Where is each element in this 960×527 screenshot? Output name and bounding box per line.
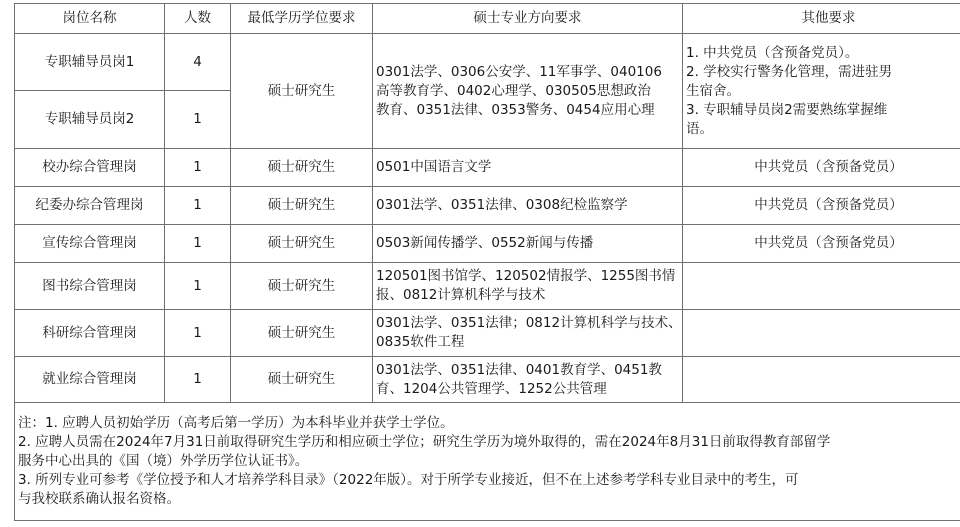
- note-line: 2. 应聘人员需在2024年7月31日前取得研究生学历和相应硕士学位；研究生学历为境外取得的，需在2024年8月31日前取得教育部留学: [18, 434, 831, 450]
- count-cell: 1: [165, 263, 231, 310]
- post-name-cell: 宣传综合管理岗: [15, 225, 165, 263]
- post-name-cell: 科研综合管理岗: [15, 310, 165, 357]
- count-cell: 1: [165, 310, 231, 357]
- post-name-cell: 纪委办综合管理岗: [15, 187, 165, 225]
- table-row: [15, 187, 960, 225]
- post-name-cell: 专职辅导员岗1: [15, 34, 165, 91]
- degree-cell: 硕士研究生: [231, 149, 373, 187]
- other-requirements-cell: 中共党员（含预备党员）: [683, 187, 960, 225]
- table-row: [15, 149, 960, 187]
- post-name-cell: 图书综合管理岗: [15, 263, 165, 310]
- header-post-name: 岗位名称: [15, 4, 165, 34]
- degree-cell: 硕士研究生: [231, 187, 373, 225]
- requirement-line: 2. 学校实行警务化管理，需进驻男: [686, 63, 893, 80]
- other-requirements-cell: [683, 310, 960, 357]
- count-cell: 1: [165, 91, 231, 149]
- count-cell: 1: [165, 357, 231, 403]
- other-requirements-cell: [683, 34, 960, 149]
- major-cell: 120501图书馆学、120502情报学、1255图书情报、0812计算机科学与技术: [373, 263, 683, 310]
- table-row: [15, 225, 960, 263]
- degree-cell: 硕士研究生: [231, 225, 373, 263]
- other-requirements-cell: [683, 357, 960, 403]
- header-row: [15, 4, 960, 34]
- degree-cell: 硕士研究生: [231, 357, 373, 403]
- major-cell: 0501中国语言文学: [373, 149, 683, 187]
- count-cell: 1: [165, 187, 231, 225]
- count-cell: 1: [165, 149, 231, 187]
- major-line: 高等教育学、0402心理学、030505思想政治: [376, 82, 651, 99]
- count-cell: 4: [165, 34, 231, 91]
- major-line: 0301法学、0306公安学、11军事学、040106: [376, 63, 662, 80]
- notes-cell: [15, 403, 960, 521]
- requirement-line: 生宿舍。: [686, 82, 740, 99]
- major-cell: [373, 34, 683, 149]
- note-line: 注：1. 应聘人员初始学历（高考后第一学历）为本科毕业并获学士学位。: [18, 415, 454, 431]
- major-cell: 0301法学、0351法律、0308纪检监察学: [373, 187, 683, 225]
- other-requirements-cell: 中共党员（含预备党员）: [683, 225, 960, 263]
- requirement-line: 3. 专职辅导员岗2需要熟练掌握维: [686, 101, 888, 118]
- requirement-line: 1. 中共党员（含预备党员）。: [686, 44, 859, 61]
- table-row: [15, 34, 960, 91]
- major-line: 教育、0351法律、0353警务、0454应用心理: [376, 101, 655, 118]
- post-name-cell: 校办综合管理岗: [15, 149, 165, 187]
- post-name-cell: 就业综合管理岗: [15, 357, 165, 403]
- recruitment-table: [14, 3, 960, 521]
- header-major: 硕士专业方向要求: [373, 4, 683, 34]
- table-row: [15, 310, 960, 357]
- note-line: 3. 所列专业可参考《学位授予和人才培养学科目录》（2022年版）。对于所学专业接近，但不在上述参考学科专业目录中的考生，可: [18, 472, 799, 488]
- header-min-degree: 最低学历学位要求: [231, 4, 373, 34]
- table-row: [15, 357, 960, 403]
- post-name-cell: 专职辅导员岗2: [15, 91, 165, 149]
- header-other: 其他要求: [683, 4, 960, 34]
- requirement-line: 语。: [686, 120, 713, 137]
- major-cell: 0301法学、0351法律；0812计算机科学与技术、0835软件工程: [373, 310, 683, 357]
- major-cell: 0301法学、0351法律、0401教育学、0451教育、1204公共管理学、1252公共管理: [373, 357, 683, 403]
- note-line: 服务中心出具的《国（境）外学历学位认证书》。: [18, 453, 309, 469]
- degree-cell: 硕士研究生: [231, 34, 373, 149]
- degree-cell: 硕士研究生: [231, 310, 373, 357]
- other-requirements-cell: [683, 263, 960, 310]
- table-row: [15, 263, 960, 310]
- other-requirements-cell: 中共党员（含预备党员）: [683, 149, 960, 187]
- count-cell: 1: [165, 225, 231, 263]
- notes-row: [15, 403, 960, 521]
- note-line: 与我校联系确认报名资格。: [18, 491, 180, 507]
- degree-cell: 硕士研究生: [231, 263, 373, 310]
- major-cell: 0503新闻传播学、0552新闻与传播: [373, 225, 683, 263]
- header-count: 人数: [165, 4, 231, 34]
